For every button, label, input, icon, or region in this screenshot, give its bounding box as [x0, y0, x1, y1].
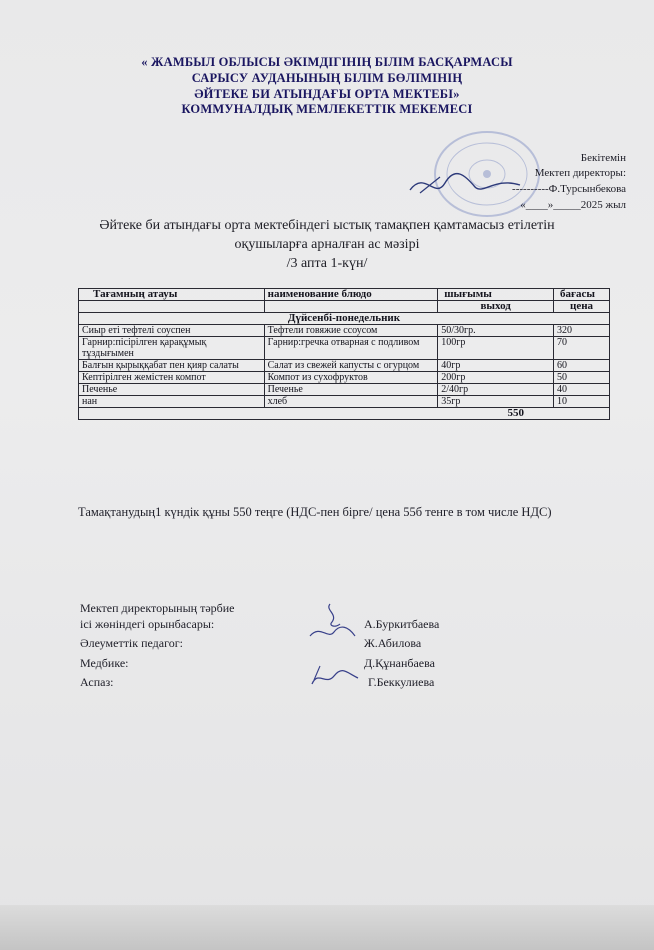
- header-yield-kz: шығымы: [438, 289, 554, 301]
- dish-price: 50: [554, 372, 610, 384]
- name-nurse: Д.Құнанбаева: [364, 656, 435, 670]
- dish-price: 70: [554, 337, 610, 360]
- role-social-pedagogue: Әлеуметтік педагог:: [80, 636, 183, 650]
- header-line-4: КОММУНАЛДЫҚ МЕМЛЕКЕТТІК МЕКЕМЕСІ: [181, 102, 473, 116]
- table-row: [79, 372, 610, 384]
- dish-yield: 200гр: [438, 372, 554, 384]
- header-line-3: ӘЙТЕКЕ БИ АТЫНДАҒЫ ОРТА МЕКТЕБІ»: [194, 87, 460, 101]
- photo-background: [0, 905, 654, 950]
- table-header-row: [79, 289, 610, 301]
- name-cook: Г.Беккулиева: [368, 675, 435, 689]
- dish-ru: Печенье: [264, 384, 438, 396]
- dish-ru: Салат из свежей капусты с огурцом: [264, 360, 438, 372]
- dish-kz: Печенье: [79, 384, 265, 396]
- menu-title-line-3: /3 апта 1-күн/: [286, 256, 368, 271]
- dish-yield: 40гр: [438, 360, 554, 372]
- header-name-ru: наименование блюдо: [264, 289, 438, 301]
- header-line-2: САРЫСУ АУДАНЫНЫҢ БІЛІМ БӨЛІМІНІҢ: [191, 71, 463, 85]
- dish-yield: 50/30гр.: [438, 325, 554, 337]
- table-subheader-row: [79, 301, 610, 313]
- approval-date: «____»_____2025 жыл: [520, 199, 626, 211]
- name-social-pedagogue: Ж.Абилова: [364, 636, 422, 650]
- approval-director-name: ----------Ф.Турсынбекова: [512, 183, 626, 195]
- menu-table: [78, 288, 610, 420]
- staff-signatures: [300, 596, 370, 696]
- dish-price: 10: [554, 396, 610, 408]
- role-deputy-director-1: Мектеп директорының тәрбие: [80, 601, 235, 615]
- dish-kz: Балғын қырыққабат пен қияр салаты: [79, 360, 265, 372]
- dish-kz: Гарнир:пісірілген қарақұмық тұздығымен: [79, 337, 265, 360]
- day-label: Дүйсенбі-понедельник: [79, 313, 610, 325]
- dish-ru: хлеб: [264, 396, 438, 408]
- header-yield-ru: выход: [438, 301, 554, 313]
- role-deputy-director-2: ісі жөніндегі орынбасары:: [80, 617, 215, 631]
- total-row: [79, 408, 610, 420]
- dish-ru: Гарнир:гречка отварная с подливом: [264, 337, 438, 360]
- dish-ru: Тефтели говяжие ссоусом: [264, 325, 438, 337]
- dish-price: 320: [554, 325, 610, 337]
- dish-yield: 2/40гр: [438, 384, 554, 396]
- dish-kz: Сиыр еті тефтелі соуспен: [79, 325, 265, 337]
- menu-title-line-2: оқушыларға арналған ас мәзірі: [234, 237, 420, 252]
- dish-yield: 100гр: [438, 337, 554, 360]
- role-cook: Аспаз:: [80, 675, 114, 689]
- table-row: [79, 396, 610, 408]
- header-price-kz: бағасы: [554, 289, 610, 301]
- daily-cost-text: Тамақтанудың1 күндік құны 550 теңге (НДС-пен бірге/ цена 55б тенге в том числе НДС): [78, 505, 552, 519]
- dish-price: 40: [554, 384, 610, 396]
- header-price-ru: цена: [554, 301, 610, 313]
- dish-price: 60: [554, 360, 610, 372]
- day-row: [79, 313, 610, 325]
- table-row: [79, 360, 610, 372]
- menu-title-line-1: Әйтеке би атындағы орта мектебіндегі ыстық тамақпен қамтамасыз етілетін: [99, 218, 555, 233]
- name-deputy-director: А.Буркитбаева: [364, 617, 440, 631]
- dish-kz: нан: [79, 396, 265, 408]
- dish-yield: 35гр: [438, 396, 554, 408]
- director-signature: [405, 165, 525, 203]
- approval-line-2: Мектеп директоры:: [534, 167, 626, 179]
- table-row: [79, 325, 610, 337]
- header-name-kz: Тағамның атауы: [79, 289, 265, 301]
- role-nurse: Медбике:: [80, 656, 129, 670]
- dish-ru: Компот из сухофруктов: [264, 372, 438, 384]
- table-row: [79, 384, 610, 396]
- approval-line-1: Бекітемін: [580, 152, 626, 164]
- table-row: [79, 337, 610, 360]
- dish-kz: Кептірілген жемістен компот: [79, 372, 265, 384]
- header-line-1: « ЖАМБЫЛ ОБЛЫСЫ ӘКІМДІГІНІҢ БІЛІМ БАСҚАРМАСЫ: [141, 55, 513, 69]
- total-value: 550: [79, 408, 610, 420]
